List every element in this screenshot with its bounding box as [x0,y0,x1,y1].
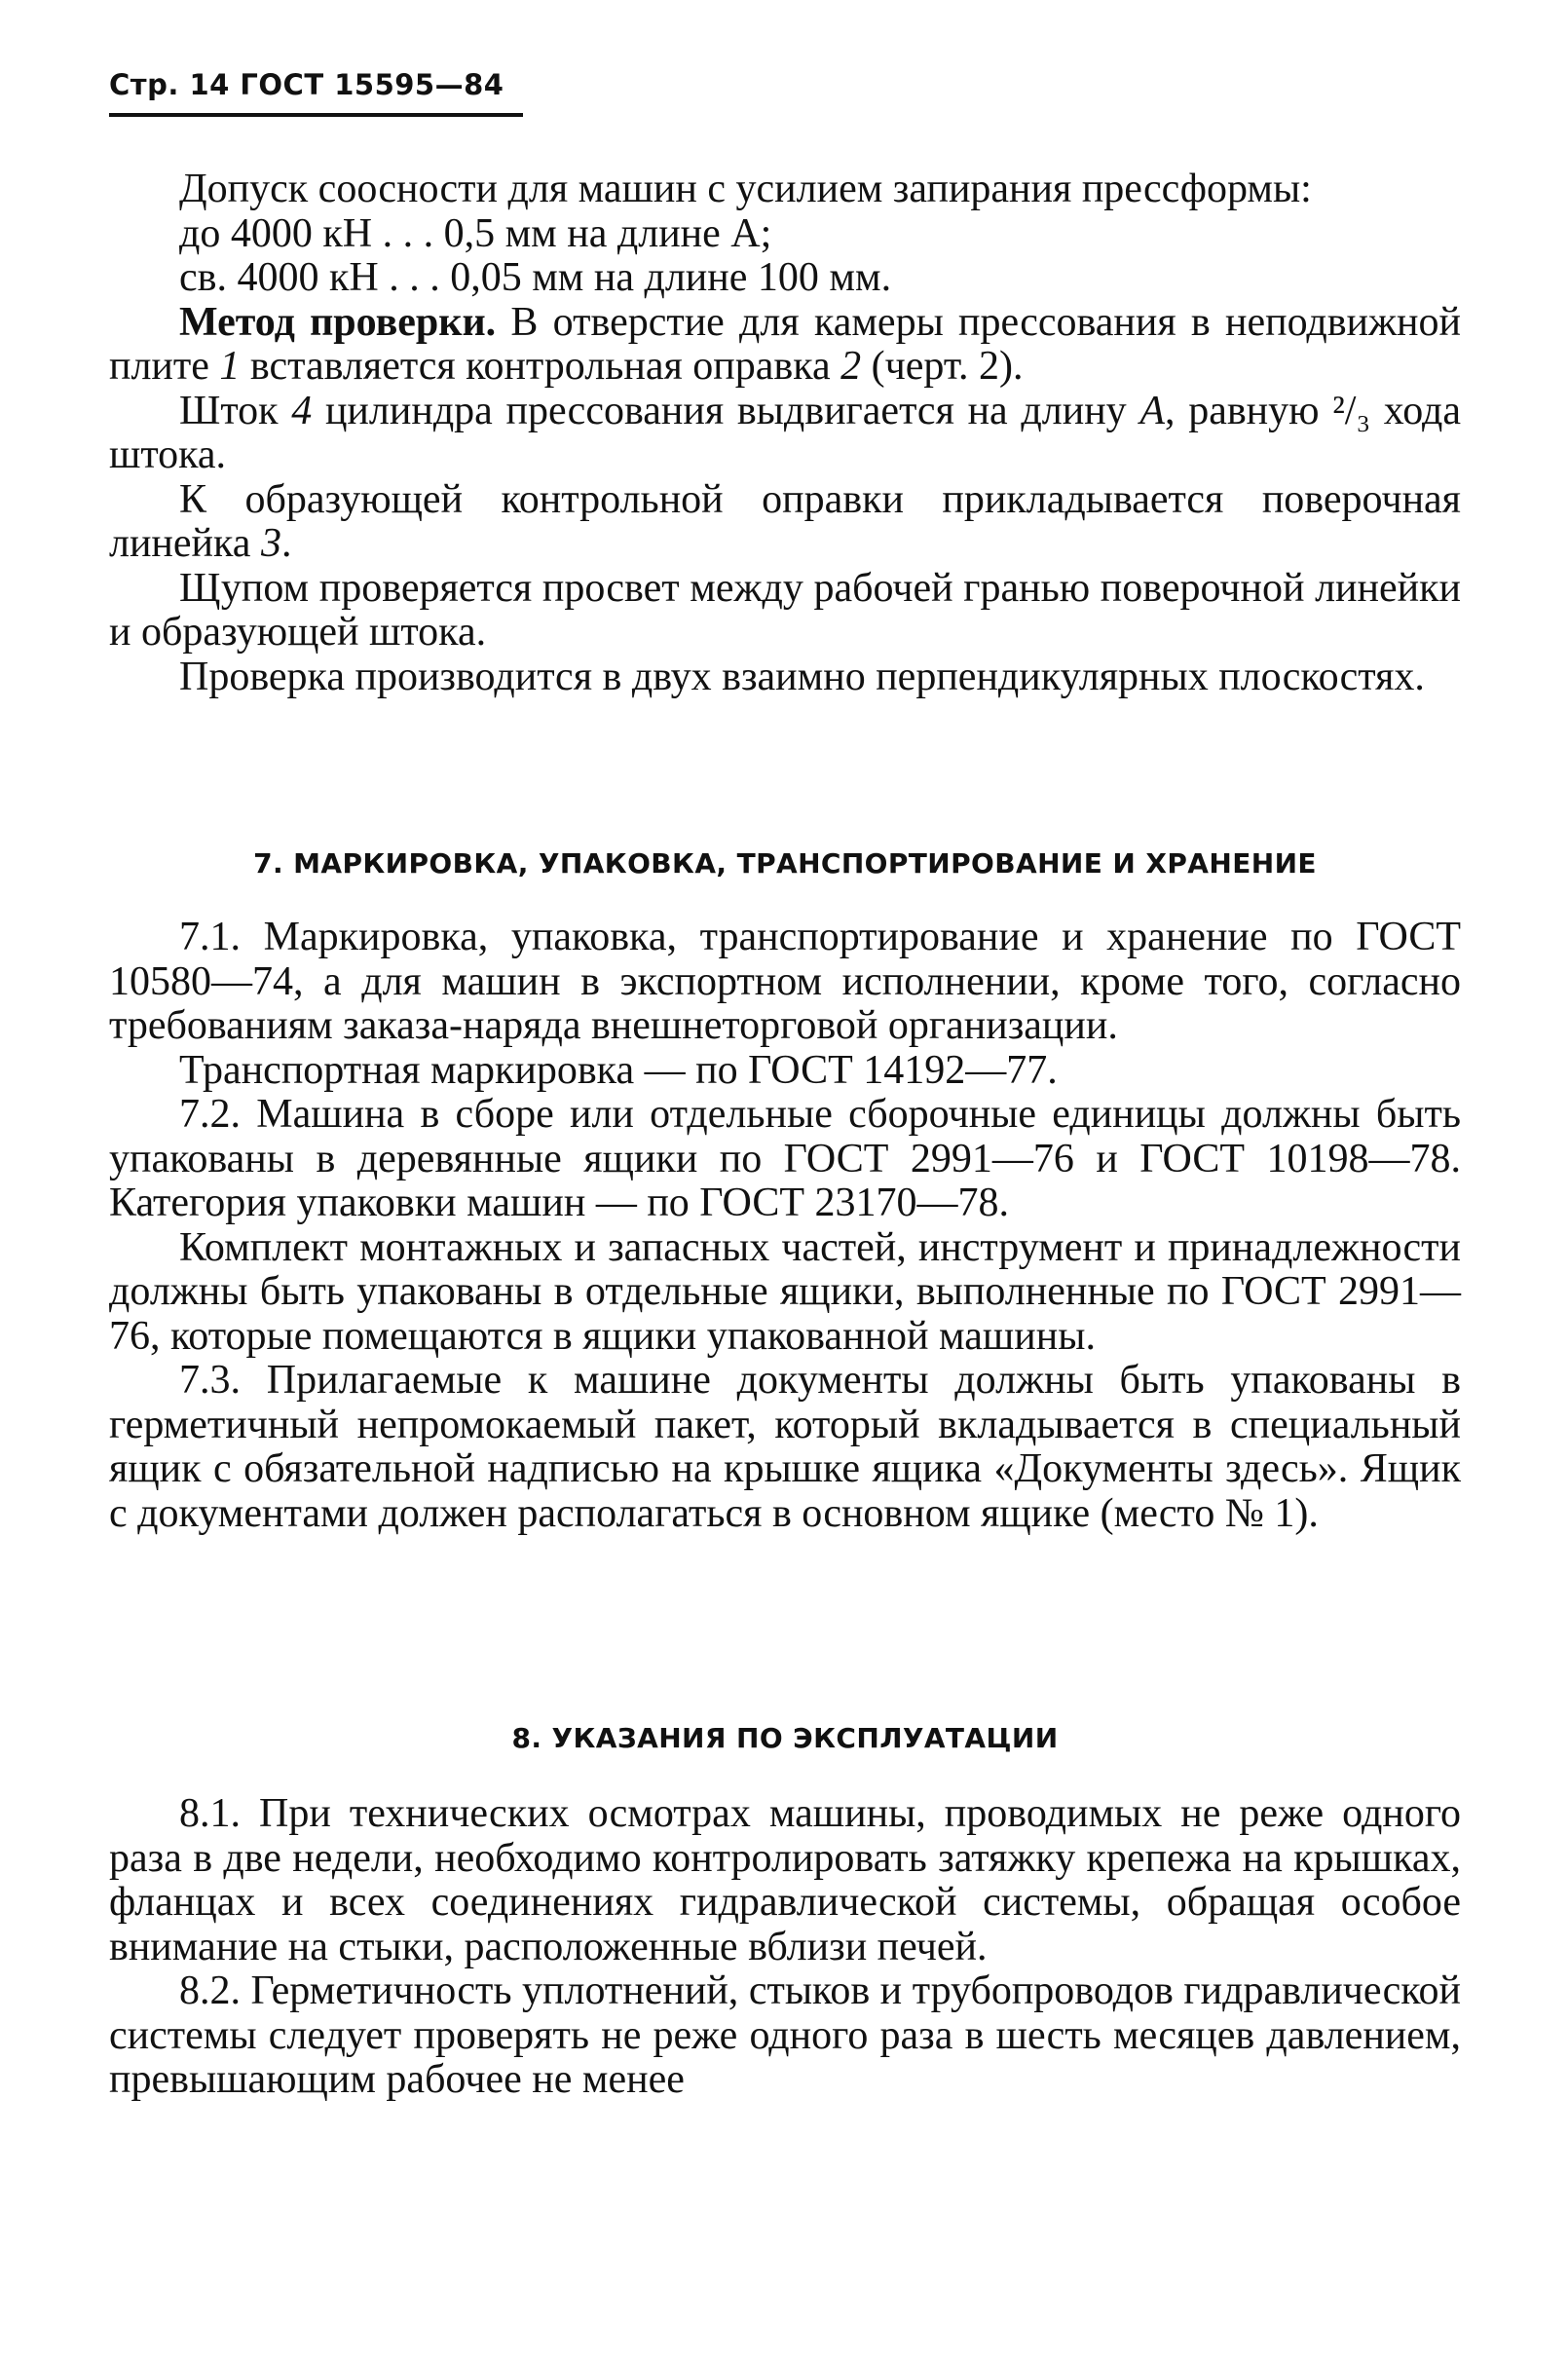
page-header: Стр. 14 ГОСТ 15595—84 [109,68,504,101]
alignment-tolerance-block [109,168,1461,699]
ref-letter: А [1139,388,1166,433]
check-method-label: Метод проверки. [179,299,497,345]
ref-number: 2 [840,344,862,389]
section-8-heading: 8. УКАЗАНИЯ ПО ЭКСПЛУАТАЦИИ [511,1722,1059,1754]
section-8-body [109,1792,1461,2103]
paragraph-tolerance-up-to-4000: до 4000 кН . . . 0,5 мм на длине А; [179,210,772,256]
paragraph-transport-marking: Транспортная маркировка — по ГОСТ 14192—77. [179,1047,1058,1093]
paragraph-7-2: 7.2. Машина в сборе или отдельные сборочные единицы должны быть упакованы в деревянные ящики по ГОСТ 2991—76 и ГОСТ 10198—78. Категория упаковки машин — по ГОСТ 23170—78. [109,1092,1461,1225]
ref-number: 4 [291,388,313,433]
section-7-heading: 7. МАРКИРОВКА, УПАКОВКА, ТРАНСПОРТИРОВАНИЕ И ХРАНЕНИЕ [253,847,1317,880]
paragraph-straightedge: К образующей контрольной оправки прикладывается поверочная линейка 3. [109,476,1461,566]
paragraph-tolerance-over-4000: св. 4000 кН . . . 0,05 мм на длине 100 мм. [179,255,892,300]
paragraph-feeler-gauge: Щупом проверяется просвет между рабочей гранью поверочной линейки и образующей штока. [109,565,1461,655]
paragraph-8-1: 8.1. При технических осмотрах машины, проводимых не реже одного раза в две недели, необходимо контролировать затяжку крепежа на крышках, фланцах и всех соединениях гидравлической системы, обращая особое внимание на стыки, расположенные вблизи печей. [109,1791,1461,1969]
paragraph-8-2: 8.2. Герметичность уплотнений, стыков и трубопроводов гидравлической системы следует проверять не реже одного раза в шесть месяцев давлением, превышающим рабочее не менее [109,1968,1461,2102]
section-7-body [109,916,1461,1536]
paragraph-rod-extension: Шток 4 цилиндра прессования выдвигается на длину А, равную ²/₃ хода штока. [109,388,1461,477]
paragraph-7-1: 7.1. Маркировка, упаковка, транспортирование и хранение по ГОСТ 10580—74, а для машин в экспортном исполнении, кроме того, согласно требованиям заказа-наряда внешнеторговой организации. [109,915,1461,1048]
ref-number: 3 [260,521,281,566]
paragraph-perpendicular-planes: Проверка производится в двух взаимно перпендикулярных плоскостях. [179,654,1425,699]
header-underline [109,113,523,117]
paragraph-spare-parts-kit: Комплект монтажных и запасных частей, инструмент и принадлежности должны быть упакованы в отдельные ящики, выполненные по ГОСТ 2991—76, которые помещаются в ящики упакованной машины. [109,1224,1461,1359]
paragraph-7-3: 7.3. Прилагаемые к машине документы должны быть упакованы в герметичный непромокаемый пакет, который вкладывается в специальный ящик с обязательной надписью на крышке ящика «Документы здесь». Ящик с документами должен располагаться в основном ящике (место № 1). [109,1358,1461,1536]
paragraph-check-method: Метод проверки. В отверстие для камеры прессования в неподвижной плите 1 вставляется контрольная оправка 2 (черт. 2). [109,299,1462,389]
paragraph-tolerance-intro: Допуск соосности для машин с усилием запирания прессформы: [179,167,1312,211]
ref-number: 1 [219,344,241,389]
